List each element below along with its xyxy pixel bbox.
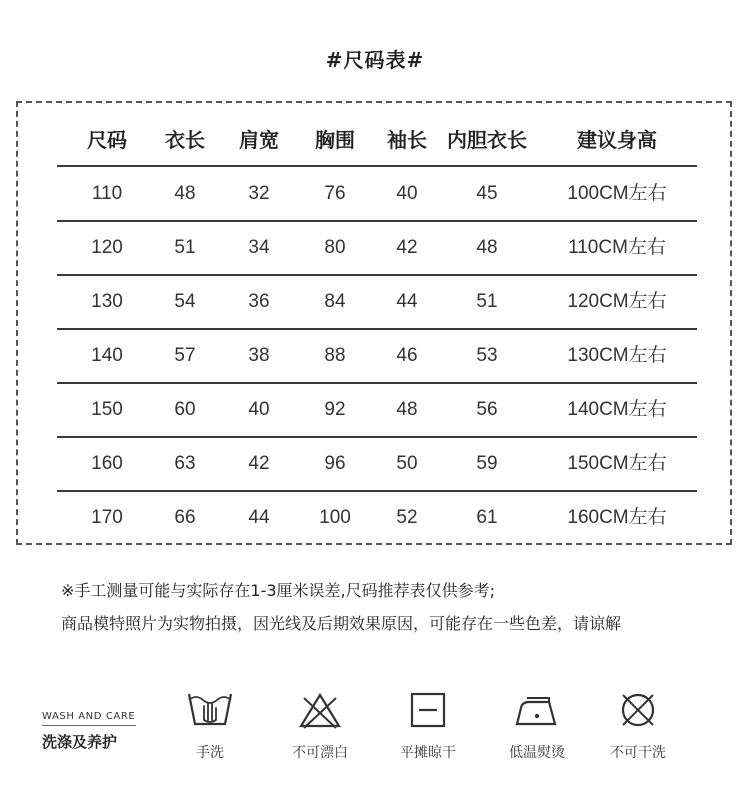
cell-shoulder: 42 bbox=[248, 453, 270, 474]
header-lining-length: 内胆衣长 bbox=[447, 128, 527, 152]
table-row bbox=[57, 221, 697, 275]
cell-lining-length: 61 bbox=[476, 507, 498, 528]
cell-shoulder: 38 bbox=[248, 345, 270, 366]
cell-lining-length: 51 bbox=[476, 291, 498, 312]
cell-lining-length: 59 bbox=[476, 453, 498, 474]
hand-wash-icon bbox=[185, 690, 235, 732]
cell-length: 57 bbox=[174, 345, 196, 366]
care-item-no-dry-clean bbox=[598, 690, 678, 762]
no-dry-clean-icon bbox=[613, 690, 663, 732]
cell-shoulder: 34 bbox=[248, 237, 270, 258]
cell-lining-length: 45 bbox=[476, 183, 498, 204]
cell-chest: 80 bbox=[324, 237, 346, 258]
no-bleach-icon bbox=[295, 690, 345, 732]
note-measurement: ※手工测量可能与实际存在1-3厘米误差,尺码推荐表仅供参考; bbox=[61, 581, 496, 600]
cell-height: 120CM左右 bbox=[567, 291, 667, 312]
cell-size: 150 bbox=[91, 399, 123, 420]
cell-size: 130 bbox=[91, 291, 123, 312]
wash-care-divider bbox=[42, 725, 136, 726]
cell-length: 66 bbox=[174, 507, 196, 528]
cell-chest: 84 bbox=[324, 291, 346, 312]
cell-height: 130CM左右 bbox=[567, 345, 667, 366]
care-label: 手洗 bbox=[196, 745, 224, 761]
cell-chest: 100 bbox=[319, 507, 351, 528]
care-item-low-iron bbox=[497, 690, 577, 762]
cell-length: 63 bbox=[174, 453, 196, 474]
cell-sleeve: 52 bbox=[396, 507, 418, 528]
cell-lining-length: 56 bbox=[476, 399, 498, 420]
cell-height: 150CM左右 bbox=[567, 453, 667, 474]
wash-care-title-zh: 洗涤及养护 bbox=[42, 733, 118, 751]
care-item-hand-wash bbox=[170, 690, 250, 762]
cell-size: 170 bbox=[91, 507, 123, 528]
cell-sleeve: 48 bbox=[396, 399, 418, 420]
cell-size: 140 bbox=[91, 345, 123, 366]
cell-shoulder: 36 bbox=[248, 291, 270, 312]
header-chest: 胸围 bbox=[315, 128, 355, 152]
care-label: 不可干洗 bbox=[610, 745, 666, 761]
table-row bbox=[57, 167, 697, 221]
cell-sleeve: 46 bbox=[396, 345, 418, 366]
header-height: 建议身高 bbox=[577, 128, 657, 152]
care-item-no-bleach bbox=[280, 690, 360, 762]
cell-length: 60 bbox=[174, 399, 196, 420]
care-label: 低温熨烫 bbox=[509, 745, 565, 761]
cell-length: 48 bbox=[174, 183, 196, 204]
note-color: 商品模特照片为实物拍摄，因光线及后期效果原因，可能存在一些色差，请谅解 bbox=[61, 614, 622, 633]
care-label: 平摊晾干 bbox=[400, 745, 456, 761]
cell-size: 120 bbox=[91, 237, 123, 258]
cell-height: 160CM左右 bbox=[567, 507, 667, 528]
wash-care-title-en: WASH AND CARE bbox=[42, 711, 136, 722]
cell-size: 160 bbox=[91, 453, 123, 474]
cell-chest: 92 bbox=[324, 399, 346, 420]
cell-shoulder: 40 bbox=[248, 399, 270, 420]
cell-lining-length: 48 bbox=[476, 237, 498, 258]
cell-height: 140CM左右 bbox=[567, 399, 667, 420]
header-shoulder: 肩宽 bbox=[239, 128, 279, 152]
cell-chest: 76 bbox=[324, 183, 346, 204]
cell-sleeve: 50 bbox=[396, 453, 418, 474]
cell-size: 110 bbox=[91, 183, 123, 204]
cell-length: 54 bbox=[174, 291, 196, 312]
cell-height: 110CM左右 bbox=[568, 237, 666, 258]
cell-sleeve: 40 bbox=[396, 183, 418, 204]
table-row bbox=[57, 275, 697, 329]
cell-height: 100CM左右 bbox=[567, 183, 667, 204]
care-label: 不可漂白 bbox=[292, 745, 348, 761]
low-iron-icon bbox=[509, 690, 565, 732]
header-size: 尺码 bbox=[87, 128, 127, 152]
cell-shoulder: 44 bbox=[248, 507, 270, 528]
size-chart-title: #尺码表# bbox=[325, 48, 425, 72]
cell-chest: 88 bbox=[324, 345, 346, 366]
cell-chest: 96 bbox=[324, 453, 346, 474]
table-row bbox=[57, 383, 697, 437]
care-item-flat-dry bbox=[388, 690, 468, 762]
cell-lining-length: 53 bbox=[476, 345, 498, 366]
flat-dry-icon bbox=[403, 690, 453, 732]
table-header-row bbox=[57, 122, 697, 166]
cell-sleeve: 42 bbox=[396, 237, 418, 258]
header-sleeve: 袖长 bbox=[387, 128, 427, 152]
cell-sleeve: 44 bbox=[396, 291, 418, 312]
cell-shoulder: 32 bbox=[248, 183, 270, 204]
header-length: 衣长 bbox=[165, 128, 205, 152]
cell-length: 51 bbox=[174, 237, 196, 258]
table-row bbox=[57, 437, 697, 491]
table-row bbox=[57, 329, 697, 383]
table-row bbox=[57, 491, 697, 545]
